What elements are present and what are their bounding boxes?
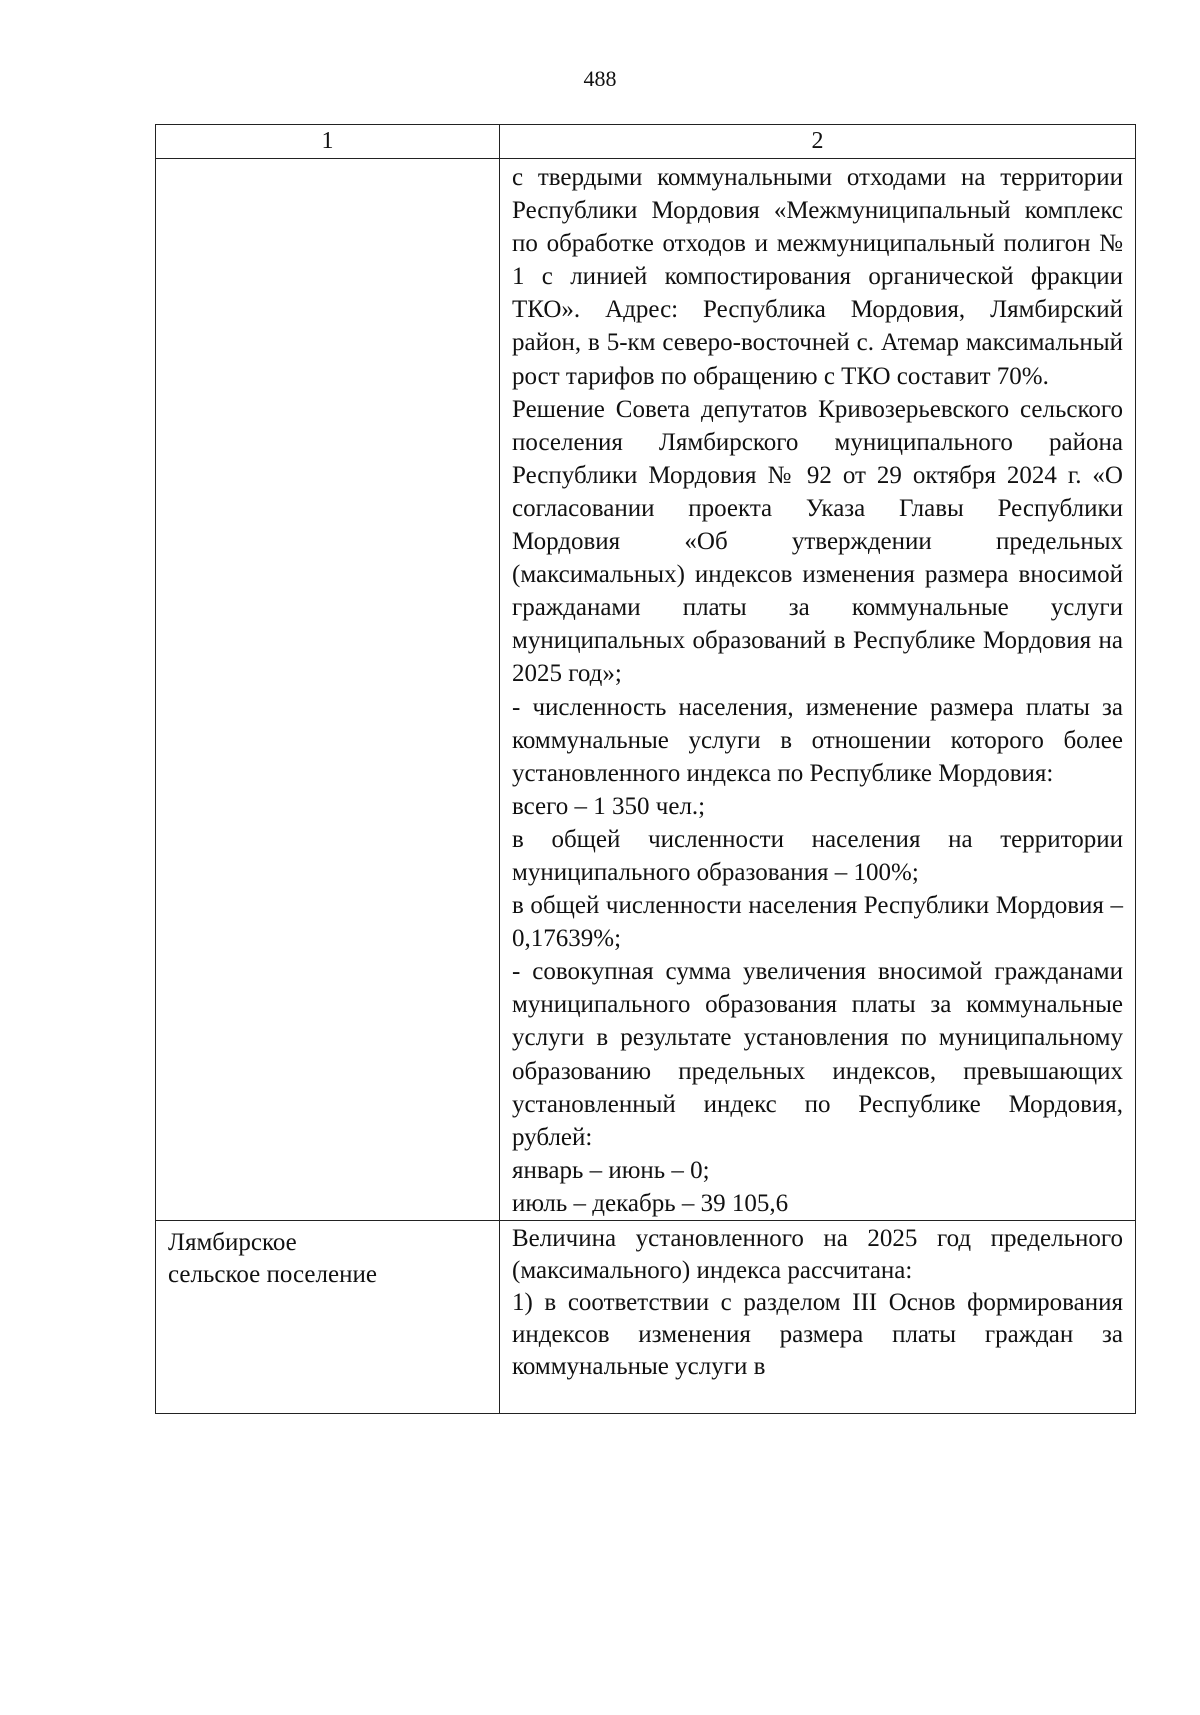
paragraph-population-municipal-share: в общей численности населения на территории муниципального образования – 100%; [512, 825, 1123, 886]
paragraph-council-decision: Решение Совета депутатов Кривозерьевского сельского поселения Лямбирского муниципального района Республики Мордовия № 92 от 29 октября 2024 г. «О согласовании проекта Указа Главы Республики Мордовия «Об утверждении предельных (максимальных) индексов изменения размера вносимой гражданами платы за коммунальные услуги муниципальных образований в Республике Мордовия на 2025 год»; [512, 395, 1123, 688]
paragraph-population-republic-share: в общей численности населения Республики Мордовия – 0,17639%; [512, 892, 1123, 953]
column-header-1: 1 [156, 125, 500, 159]
document-table [155, 124, 1136, 1414]
paragraph-increase-jan-jun: январь – июнь – 0; [512, 1156, 710, 1184]
table-row [156, 159, 1136, 1221]
row-b-description-cell [500, 1221, 1136, 1414]
table-row [156, 1221, 1136, 1414]
row-b-municipality-cell [156, 1221, 500, 1414]
municipality-name-line-2: сельское поселение [168, 1261, 377, 1288]
paragraph-index-calculated: Величина установленного на 2025 год предельного (максимального) индекса рассчитана: [512, 1225, 1123, 1284]
column-header-2: 2 [500, 125, 1136, 159]
paragraph-total-increase-intro: - совокупная сумма увеличения вносимой гражданами муниципального образования платы за коммунальные услуги в результате установления по муниципальному образованию предельных индексов, превышающих установленный индекс по Республике Мордовия, рублей: [512, 958, 1123, 1151]
table-header-row [156, 125, 1136, 159]
page-number: 488 [583, 66, 617, 91]
paragraph-increase-jul-dec: июль – декабрь – 39 105,6 [512, 1189, 789, 1217]
paragraph-population-intro: - численность населения, изменение размера платы за коммунальные услуги в отношении которого более установленного индекса по Республике Мордовия: [512, 693, 1123, 787]
paragraph-tko-polygon: с твердыми коммунальными отходами на территории Республики Мордовия «Межмуниципальный комплекс по обработке отходов и межмуниципальный полигон № 1 с линией компостирования органической фракции ТКО». Адрес: Республика Мордовия, Лямбирский район, в 5-км северо-восточней с. Атемар максимальный рост тарифов по обращению с ТКО составит 70%. [512, 164, 1123, 390]
paragraph-section-three: 1) в соответствии с разделом III Основ формирования индексов изменения размера платы граждан за коммунальные услуги в [512, 1289, 1123, 1380]
municipality-name-line-1: Лямбирское [168, 1229, 297, 1256]
row-a-municipality-cell [156, 159, 500, 1221]
paragraph-population-total: всего – 1 350 чел.; [512, 792, 706, 820]
row-a-description-cell [500, 159, 1136, 1221]
